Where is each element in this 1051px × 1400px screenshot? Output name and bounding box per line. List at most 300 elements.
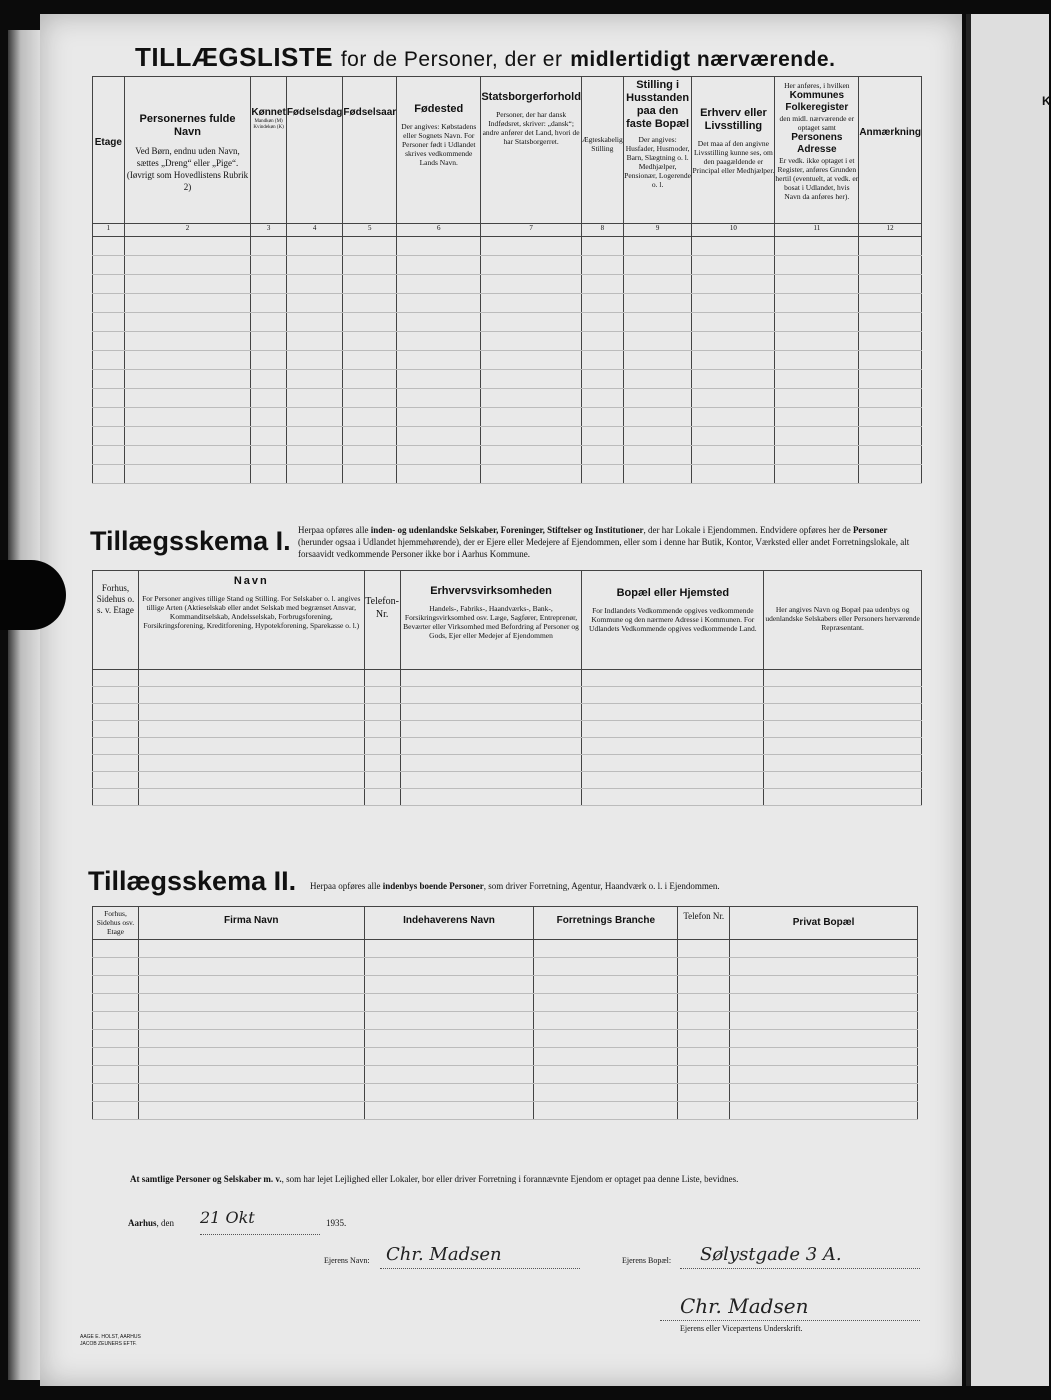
table-cell <box>775 332 859 351</box>
table-cell <box>859 370 922 389</box>
col-navn: Personernes fulde Navn Ved Børn, endnu uden Navn, sættes „Dreng“ eller „Pige“. (Iøvrigt som Hovedlistens Rubrik 2) <box>124 77 251 224</box>
table-cell <box>481 351 582 370</box>
table-cell <box>775 275 859 294</box>
table-row <box>93 275 922 294</box>
table-cell <box>124 427 251 446</box>
table-cell <box>623 465 692 484</box>
table-cell <box>581 256 623 275</box>
table-cell <box>692 408 775 427</box>
s2-col-indehaver: Indehaverens Navn <box>364 907 534 940</box>
table-cell <box>397 237 481 256</box>
table1-body <box>93 237 922 484</box>
table-cell <box>251 237 286 256</box>
table-cell <box>93 256 125 275</box>
table-row <box>93 1084 918 1102</box>
table-cell <box>764 789 922 806</box>
table-cell <box>93 389 125 408</box>
table-cell <box>764 704 922 721</box>
table-cell <box>481 389 582 408</box>
table-cell <box>343 351 397 370</box>
col-erhverv: Erhverv eller Livsstilling Det maa af den angivne Livsstilling kunne ses, om den paagældende er Principal eller Medhjælper. <box>692 77 775 224</box>
table-row <box>93 313 922 332</box>
table-cell <box>286 275 343 294</box>
s2-col-telefon: Telefon Nr. <box>678 907 730 940</box>
table-cell <box>397 275 481 294</box>
col-folkeregister: Her anføres, i hvilken Kommunes Folkeregister den midl. nærværende er optaget samt Personens Adresse Er vedk. ikke optaget i et Register, anføres Grunden hertil (eventuelt, at vedk. er bosat i Udlandet, hvis Navn da anføres her). <box>775 77 859 224</box>
next-page-letter: K <box>1042 94 1051 108</box>
table-cell <box>481 313 582 332</box>
table-cell <box>400 772 582 789</box>
table-cell <box>93 294 125 313</box>
table-cell <box>692 465 775 484</box>
table-cell <box>534 940 678 958</box>
table-cell <box>678 1012 730 1030</box>
table-cell <box>286 256 343 275</box>
table-cell <box>286 427 343 446</box>
table-row <box>93 976 918 994</box>
table-cell <box>93 940 139 958</box>
table-cell <box>124 389 251 408</box>
table-cell <box>859 408 922 427</box>
table-cell <box>251 427 286 446</box>
table-cell <box>692 275 775 294</box>
table-cell <box>93 332 125 351</box>
table-cell <box>775 446 859 465</box>
table-cell <box>286 370 343 389</box>
table-cell <box>623 294 692 313</box>
table-cell <box>364 670 400 687</box>
table-cell <box>286 389 343 408</box>
table-cell <box>481 256 582 275</box>
table-cell <box>364 1048 534 1066</box>
table-cell <box>364 976 534 994</box>
table-row <box>93 1030 918 1048</box>
table-cell <box>343 275 397 294</box>
col-stilling: Stilling i Husstanden paa den faste Bopæl Der angives: Husfader, Husmoder, Barn, Slægtning o. l. Medhjælper, Pensionær, Logerende o. l. <box>623 77 692 224</box>
page-title <box>135 42 835 73</box>
table-row <box>93 738 922 755</box>
table-cell <box>138 670 364 687</box>
table-cell <box>138 704 364 721</box>
table-cell <box>251 408 286 427</box>
table-cell <box>581 237 623 256</box>
table-cell <box>581 313 623 332</box>
table-cell <box>93 687 139 704</box>
table-cell <box>692 294 775 313</box>
owner-address-label: Ejerens Bopæl: <box>622 1256 672 1265</box>
table-cell <box>730 1048 918 1066</box>
table-row <box>93 389 922 408</box>
year-text: 1935. <box>326 1218 347 1228</box>
title-main: TILLÆGSLISTE <box>135 42 334 72</box>
table-cell <box>93 313 125 332</box>
table-cell <box>343 256 397 275</box>
table-cell <box>93 1012 139 1030</box>
table-cell <box>343 237 397 256</box>
table-cell <box>286 237 343 256</box>
table-cell <box>623 389 692 408</box>
s2-col-branche: Forretnings Branche <box>534 907 678 940</box>
table-cell <box>93 670 139 687</box>
table-cell <box>400 789 582 806</box>
table-cell <box>481 294 582 313</box>
table-cell <box>364 704 400 721</box>
table-cell <box>581 332 623 351</box>
skema2-header-row <box>93 907 918 940</box>
table-cell <box>859 465 922 484</box>
table-cell <box>623 256 692 275</box>
table-cell <box>581 408 623 427</box>
table-row <box>93 670 922 687</box>
table-cell <box>678 1066 730 1084</box>
table-cell <box>93 772 139 789</box>
table-cell <box>93 370 125 389</box>
table-cell <box>678 994 730 1012</box>
table-cell <box>764 772 922 789</box>
table-cell <box>764 687 922 704</box>
table-cell <box>286 313 343 332</box>
table-cell <box>93 408 125 427</box>
table-row <box>93 332 922 351</box>
date-handwritten: 21 Okt <box>200 1208 255 1227</box>
skema1-table <box>92 570 922 806</box>
table-cell <box>251 275 286 294</box>
table-cell <box>93 427 125 446</box>
table-cell <box>692 446 775 465</box>
table-cell <box>581 351 623 370</box>
table-cell <box>397 294 481 313</box>
table-cell <box>286 408 343 427</box>
certification-text: At samtlige Personer og Selskaber m. v., som har lejet Lejlighed eller Lokaler, bor eller driver Forretning i forannævnte Ejendom er optaget paa denne Liste, bevidnes. <box>130 1174 739 1184</box>
table-cell <box>138 1012 364 1030</box>
table-cell <box>481 427 582 446</box>
table-cell <box>400 687 582 704</box>
table-cell <box>859 256 922 275</box>
col-kon: Kønnet Mandkøn (M) Kvindekøn (K) <box>251 77 286 224</box>
table-cell <box>138 940 364 958</box>
table-cell <box>582 755 764 772</box>
table-row <box>93 994 918 1012</box>
table-cell <box>364 1066 534 1084</box>
table-row <box>93 704 922 721</box>
table-cell <box>859 275 922 294</box>
table-cell <box>764 670 922 687</box>
table-cell <box>859 446 922 465</box>
table-cell <box>364 789 400 806</box>
table-cell <box>730 940 918 958</box>
skema1-header-row <box>93 571 922 670</box>
table-cell <box>251 446 286 465</box>
table-cell <box>692 351 775 370</box>
table-cell <box>582 738 764 755</box>
table-cell <box>93 704 139 721</box>
table-cell <box>138 1102 364 1120</box>
table-cell <box>859 351 922 370</box>
col-etage: Etage <box>93 77 125 224</box>
table-cell <box>124 332 251 351</box>
table-cell <box>730 1084 918 1102</box>
table-cell <box>124 408 251 427</box>
table-cell <box>251 313 286 332</box>
table-row <box>93 237 922 256</box>
table-cell <box>775 389 859 408</box>
date-line: Aarhus, den <box>128 1218 175 1228</box>
table-cell <box>730 1102 918 1120</box>
table-cell <box>859 237 922 256</box>
table-cell <box>138 1048 364 1066</box>
table-cell <box>859 332 922 351</box>
table-cell <box>481 370 582 389</box>
table-row <box>93 1012 918 1030</box>
table-cell <box>623 237 692 256</box>
table-cell <box>692 332 775 351</box>
table-cell <box>397 408 481 427</box>
table-row <box>93 958 918 976</box>
table-cell <box>364 1012 534 1030</box>
table-row <box>93 408 922 427</box>
table-cell <box>730 1012 918 1030</box>
table-cell <box>481 446 582 465</box>
table-cell <box>124 351 251 370</box>
table-cell <box>730 958 918 976</box>
skema1-body <box>93 670 922 806</box>
table-cell <box>692 256 775 275</box>
table-cell <box>251 370 286 389</box>
table-cell <box>692 313 775 332</box>
table-cell <box>692 370 775 389</box>
table1-header-row <box>93 77 922 224</box>
owner-address-handwritten: Sølystgade 3 A. <box>700 1244 842 1265</box>
table-cell <box>534 1066 678 1084</box>
table-row <box>93 446 922 465</box>
table-cell <box>582 670 764 687</box>
table-cell <box>364 755 400 772</box>
table-cell <box>534 958 678 976</box>
table-cell <box>251 465 286 484</box>
table-cell <box>623 332 692 351</box>
place-label: Aarhus <box>128 1218 157 1228</box>
table-cell <box>400 704 582 721</box>
table-cell <box>623 370 692 389</box>
table-cell <box>364 1102 534 1120</box>
table-cell <box>692 427 775 446</box>
table-cell <box>582 704 764 721</box>
binding-strip <box>8 30 40 1380</box>
table-cell <box>124 237 251 256</box>
col-fodselsdag: Fødselsdag <box>286 77 343 224</box>
table-cell <box>343 370 397 389</box>
table-cell <box>364 994 534 1012</box>
table-cell <box>286 351 343 370</box>
table-cell <box>623 446 692 465</box>
table-cell <box>581 370 623 389</box>
table-cell <box>251 294 286 313</box>
table-cell <box>481 275 582 294</box>
table-cell <box>397 465 481 484</box>
table-cell <box>582 772 764 789</box>
table-cell <box>93 1102 139 1120</box>
table-cell <box>343 389 397 408</box>
table-cell <box>93 994 139 1012</box>
s1-col-navn: Navn For Personer angives tillige Stand og Stilling. For Selskaber o. l. angives tillige Arten (Aktieselskab eller andet Selskab med begrænset Ansvar, Kommanditselskab, Andelsselskab, Forbrugsforening, Forsikringsforening, Kreditforening, Hypotekforening, Sparekasse o. l.) <box>138 571 364 670</box>
table-row <box>93 465 922 484</box>
table-cell <box>364 772 400 789</box>
table-cell <box>534 1030 678 1048</box>
table-cell <box>93 351 125 370</box>
table-cell <box>251 389 286 408</box>
table-cell <box>534 994 678 1012</box>
table-cell <box>859 427 922 446</box>
skema2-text: Herpaa opføres alle indenbys boende Personer, som driver Forretning, Agentur, Haandværk o. l. i Ejendommen. <box>310 881 720 891</box>
table-row <box>93 294 922 313</box>
table-row <box>93 427 922 446</box>
table-cell <box>124 446 251 465</box>
col-fodested: Fødested Der angives: Købstadens eller Sognets Navn. For Personer født i Udlandet skrives vedkommende Lands Navn. <box>397 77 481 224</box>
table-cell <box>678 1030 730 1048</box>
table-cell <box>93 721 139 738</box>
s2-col-firma: Firma Navn <box>138 907 364 940</box>
table-cell <box>93 1084 139 1102</box>
table-cell <box>364 1030 534 1048</box>
table-cell <box>93 738 139 755</box>
table-cell <box>730 1030 918 1048</box>
table-cell <box>343 294 397 313</box>
table-cell <box>343 446 397 465</box>
table-cell <box>581 294 623 313</box>
table-cell <box>692 237 775 256</box>
col-anmaerkning: Anmærkning <box>859 77 922 224</box>
col-statsborger: Statsborgerforhold Personer, der har dansk Indfødsret, skriver: „dansk“; andre anfører det Land, hvori de har Statsborgerret. <box>481 77 582 224</box>
table-cell <box>775 313 859 332</box>
table-cell <box>859 294 922 313</box>
table-cell <box>775 351 859 370</box>
table-cell <box>534 1084 678 1102</box>
table-cell <box>775 408 859 427</box>
table-cell <box>364 940 534 958</box>
owner-signature: Chr. Madsen <box>680 1294 809 1318</box>
table-cell <box>364 687 400 704</box>
table-cell <box>343 313 397 332</box>
table-cell <box>481 237 582 256</box>
table-cell <box>138 789 364 806</box>
table-cell <box>730 994 918 1012</box>
table-cell <box>678 940 730 958</box>
table-cell <box>397 313 481 332</box>
table-cell <box>138 772 364 789</box>
owner-name-label: Ejerens Navn: <box>324 1256 370 1265</box>
table-cell <box>124 370 251 389</box>
table-cell <box>764 721 922 738</box>
table-row <box>93 351 922 370</box>
next-page-edge <box>966 14 1049 1386</box>
table-cell <box>93 789 139 806</box>
table-row <box>93 1102 918 1120</box>
table-cell <box>859 389 922 408</box>
table-cell <box>138 738 364 755</box>
table-cell <box>343 427 397 446</box>
table-cell <box>93 446 125 465</box>
table-cell <box>397 351 481 370</box>
table-cell <box>93 1030 139 1048</box>
table-cell <box>534 1012 678 1030</box>
table-cell <box>286 294 343 313</box>
table-row <box>93 1066 918 1084</box>
table-cell <box>397 427 481 446</box>
table1-number-row: 1 2 3 4 5 6 7 8 9 10 11 12 <box>93 224 922 237</box>
table-cell <box>775 256 859 275</box>
table-cell <box>124 275 251 294</box>
owner-name-handwritten: Chr. Madsen <box>386 1244 502 1265</box>
table-cell <box>364 958 534 976</box>
table-cell <box>93 465 125 484</box>
table-cell <box>859 313 922 332</box>
table-cell <box>623 351 692 370</box>
table-cell <box>678 958 730 976</box>
signature-line <box>660 1318 920 1321</box>
table-cell <box>764 738 922 755</box>
table-cell <box>582 687 764 704</box>
title-bold: midlertidigt nærværende. <box>570 48 836 71</box>
table-cell <box>775 427 859 446</box>
skema2-body <box>93 940 918 1120</box>
table-cell <box>397 370 481 389</box>
table-cell <box>93 275 125 294</box>
table-row <box>93 789 922 806</box>
table-cell <box>343 408 397 427</box>
table-cell <box>775 294 859 313</box>
table-cell <box>623 427 692 446</box>
skema2-table <box>92 906 918 1120</box>
table-cell <box>93 1066 139 1084</box>
table-row <box>93 1048 918 1066</box>
skema1-title: Tillægsskema I. <box>90 526 291 556</box>
table-cell <box>286 446 343 465</box>
table-cell <box>397 256 481 275</box>
table-cell <box>138 721 364 738</box>
table-cell <box>534 976 678 994</box>
table-cell <box>623 313 692 332</box>
s2-col-privat-bopael: Privat Bopæl <box>730 907 918 940</box>
table-cell <box>124 313 251 332</box>
col-aegteskab: Ægteskabelig Stilling <box>581 77 623 224</box>
table-cell <box>582 789 764 806</box>
table-cell <box>251 351 286 370</box>
table-cell <box>124 294 251 313</box>
table-cell <box>286 332 343 351</box>
table-cell <box>138 994 364 1012</box>
s2-col-etage: Forhus, Sidehus osv. Etage <box>93 907 139 940</box>
table-cell <box>764 755 922 772</box>
table-cell <box>138 1084 364 1102</box>
s1-col-bopael: Bopæl eller Hjemsted For Indlandets Vedkommende opgives vedkommende Kommune og den nærmere Adresse i Kommunen. For Udlandets Vedkommende opgives vedkommende Land. <box>582 571 764 670</box>
table-cell <box>582 721 764 738</box>
table-cell <box>364 1084 534 1102</box>
table-cell <box>581 446 623 465</box>
table-cell <box>124 465 251 484</box>
table-cell <box>581 389 623 408</box>
tillaegsliste-table <box>92 76 922 484</box>
table-cell <box>481 465 582 484</box>
table-cell <box>623 408 692 427</box>
table-cell <box>251 332 286 351</box>
table-cell <box>93 1048 139 1066</box>
table-cell <box>534 1102 678 1120</box>
table-cell <box>138 1030 364 1048</box>
table-cell <box>124 256 251 275</box>
skema1-text: Herpaa opføres alle inden- og udenlandske Selskaber, Foreninger, Stiftelser og Institutioner, der har Lokale i Ejendommen. Endvidere opføres her de Personer (herunder ogsaa i Udlandet hjemmehørende), der er Ejere eller Medejere af Ejendommen, eller som i denne har Butik, Kontor, Værksted eller andet Forretningslokale, alt forsaavidt vedkommende Personer ikke bor i Aarhus Kommune. <box>298 525 910 559</box>
table-cell <box>364 721 400 738</box>
table-row <box>93 687 922 704</box>
